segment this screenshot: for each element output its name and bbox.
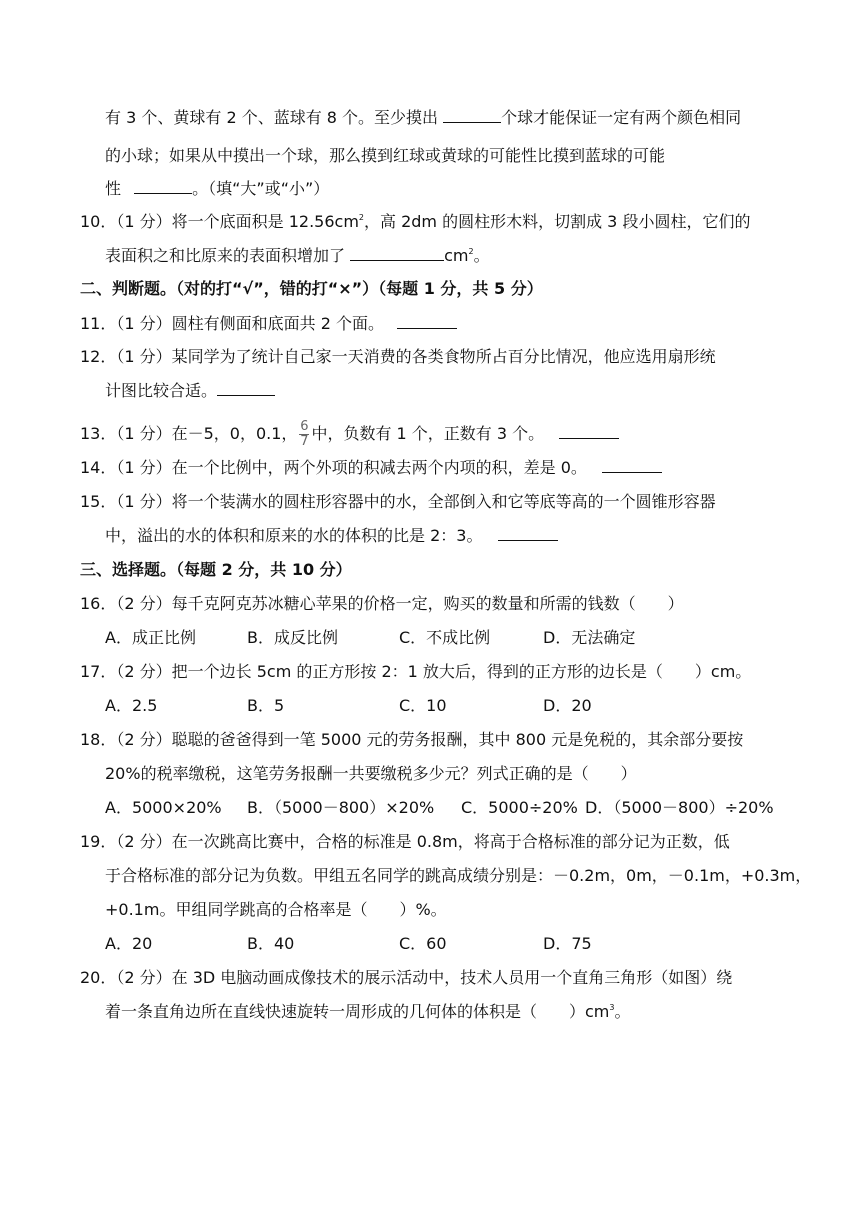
fraction-numerator: 6: [300, 419, 309, 434]
q10-line1: [80, 212, 750, 232]
q17-option-b[interactable]: B．5: [247, 696, 285, 715]
section-2-title: 二、判断题。（对的打“√”，错的打“×”）（每题 1 分，共 5 分）: [80, 279, 543, 298]
fraction: [299, 420, 309, 449]
q9-line3: [105, 179, 329, 199]
answer-blank[interactable]: [498, 526, 558, 541]
q12-line2: [105, 381, 275, 401]
q19-option-b[interactable]: B．40: [247, 934, 295, 953]
q14-text: 14．（1 分）在一个比例中，两个外项的积减去两个内项的积，差是 0。: [80, 458, 587, 477]
q19-option-d[interactable]: D．75: [543, 934, 592, 953]
q17-option-c[interactable]: C．10: [399, 696, 447, 715]
q9-line1-text: 有 3 个、黄球有 2 个、蓝球有 8 个。至少摸出: [105, 108, 439, 127]
q18-line1: 18．（2 分）聪聪的爸爸得到一笔 5000 元的劳务报酬，其中 800 元是免税的，其余部分要按: [80, 730, 744, 749]
q9-line3-before: 性: [105, 179, 122, 198]
fraction-denominator: 7: [300, 434, 309, 449]
q20-line1: 20．（2 分）在 3D 电脑动画成像技术的展示活动中，技术人员用一个直角三角形（如图）绕: [80, 968, 733, 987]
q15-line2: [105, 526, 558, 546]
q18-option-c[interactable]: C．5000÷20%: [461, 798, 578, 817]
q10-sup2: 2: [468, 247, 474, 256]
q10-line1-before: 10．（1 分）将一个底面积是 12.56cm: [80, 212, 359, 231]
q12-line1: 12．（1 分）某同学为了统计自己家一天消费的各类食物所占百分比情况，他应选用扇形统: [80, 347, 716, 366]
q17-option-d[interactable]: D．20: [543, 696, 592, 715]
answer-blank[interactable]: [443, 108, 501, 123]
q20-line2: [105, 1002, 631, 1022]
q10-end: 。: [473, 246, 490, 265]
q18-option-d[interactable]: D．（5000－800）÷20%: [585, 798, 774, 817]
q13-after: 中，负数有 1 个，正数有 3 个。: [311, 424, 545, 443]
q9-line2: 的小球；如果从中摸出一个球，那么摸到红球或黄球的可能性比摸到蓝球的可能: [105, 146, 666, 165]
q12-line2-text: 计图比较合适。: [105, 381, 218, 400]
q19-option-c[interactable]: C．60: [399, 934, 447, 953]
q19-option-a[interactable]: A．20: [105, 934, 153, 953]
q9-line1: [105, 108, 741, 128]
q13: [80, 420, 619, 449]
answer-blank[interactable]: [134, 179, 192, 194]
q20-line2-before: 着一条直角边所在直线快速旋转一周形成的几何体的体积是（ ）cm: [105, 1002, 610, 1021]
q17-stem: 17．（2 分）把一个边长 5cm 的正方形按 2：1 放大后，得到的正方形的边长是（ ）cm。: [80, 662, 752, 681]
section-3-title: 三、选择题。（每题 2 分，共 10 分）: [80, 560, 352, 579]
q11: [80, 314, 457, 334]
q18-option-b[interactable]: B．（5000－800）×20%: [247, 798, 435, 817]
q18-line2: 20%的税率缴税，这笔劳务报酬一共要缴税多少元？列式正确的是（ ）: [105, 764, 637, 783]
q13-before: 13．（1 分）在－5，0，0.1，: [80, 424, 298, 443]
q16-stem: 16．（2 分）每千克阿克苏冰糖心苹果的价格一定，购买的数量和所需的钱数（ ）: [80, 594, 684, 613]
q11-text: 11．（1 分）圆柱有侧面和底面共 2 个面。: [80, 314, 384, 333]
answer-blank[interactable]: [397, 314, 457, 329]
q10-sup1: 2: [358, 213, 364, 222]
q14: [80, 458, 662, 478]
q16-option-b[interactable]: B．成反比例: [247, 628, 338, 647]
q19-line2: 于合格标准的部分记为负数。甲组五名同学的跳高成绩分别是：－0.2m，0m，－0.1m，+0.3m，: [105, 866, 812, 885]
q19-line1: 19．（2 分）在一次跳高比赛中，合格的标准是 0.8m，将高于合格标准的部分记为正数，低: [80, 832, 730, 851]
answer-blank[interactable]: [217, 381, 275, 396]
q15-line2-text: 中，溢出的水的体积和原来的水的体积的比是 2：3。: [105, 526, 483, 545]
q15-line1: 15．（1 分）将一个装满水的圆柱形容器中的水，全部倒入和它等底等高的一个圆锥形容器: [80, 492, 716, 511]
q10-line2: [105, 246, 490, 266]
q10-unit: cm: [444, 246, 469, 265]
answer-blank[interactable]: [602, 458, 662, 473]
q10-line1-after: ，高 2dm 的圆柱形木料，切割成 3 段小圆柱，它们的: [364, 212, 751, 231]
answer-blank[interactable]: [559, 424, 619, 439]
q9-line3-after: 。（填“大”或“小”）: [192, 179, 330, 198]
q20-sup: 3: [609, 1003, 615, 1012]
q18-option-a[interactable]: A．5000×20%: [105, 798, 222, 817]
q19-line3: +0.1m。甲组同学跳高的合格率是（ ）%。: [105, 900, 447, 919]
q9-line1-after: 个球才能保证一定有两个颜色相同: [501, 108, 742, 127]
q16-option-d[interactable]: D．无法确定: [543, 628, 636, 647]
q16-option-c[interactable]: C．不成比例: [399, 628, 491, 647]
q16-option-a[interactable]: A．成正比例: [105, 628, 196, 647]
q20-end: 。: [614, 1002, 631, 1021]
answer-blank[interactable]: [350, 246, 444, 261]
q17-option-a[interactable]: A．2.5: [105, 696, 158, 715]
q10-line2-before: 表面积之和比原来的表面积增加了: [105, 246, 346, 265]
